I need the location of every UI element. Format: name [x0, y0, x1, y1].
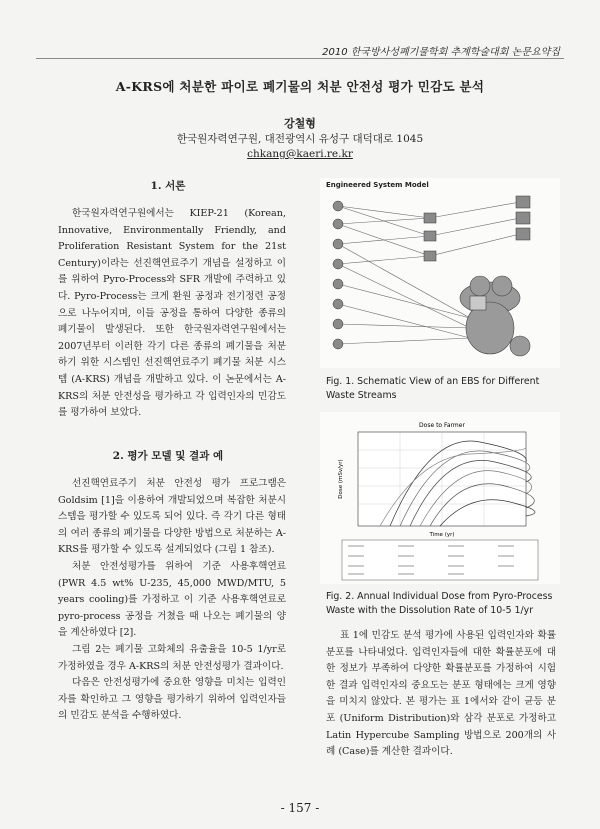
right-body — [326, 628, 556, 761]
fig2-chart-title: Dose to Farmer — [419, 422, 465, 429]
figure-2-chart — [320, 412, 560, 584]
author-email[interactable]: chkang@kaeri.re.kr — [247, 148, 353, 160]
fig2-xlabel: Time (yr) — [429, 532, 455, 538]
figure-1-schematic — [320, 178, 560, 368]
running-header: 2010 한국방사성폐기물학회 추계학술대회 논문요약집 — [322, 47, 560, 58]
intro-paragraph: 한국원자력연구원에서는 KIEP-21 (Korean, Innovative, Environmentally Friendly, and Proliferation Resistant System for the 21st Century)이라는 선진핵연료주기 개념을 설정하고 이를 위하여 Pyro-Process와 SFR 개발에 주력하고 있다. Pyro-Process는 크게 환원 공정과 전기정련 공정으로 나누어지며, 이들 공정을 통하여 다양한 종류의 폐기물이 발생된다. 또한 한국원자력연구원에서는 2007년부터 이러한 각기 다른 종류의 폐기물을 처분하기 위한 시스템인 선진핵연료주기 폐기물 처분 시스템 (A-KRS) 개념을 개발하고 있다. 이 논문에서는 A-KRS의 처분 안전성을 평가하고 각 입력인자의 민감도를 평가하여 보았다. — [58, 208, 286, 419]
model-paragraph-3: 그림 2는 폐기물 고화체의 유출율을 10-5 1/yr로 가정하였을 경우 A-KRS의 처분 안전성평가 결과이다. — [58, 643, 286, 672]
section-heading-model: 2. 평가 모델 및 결과 예 — [112, 450, 224, 462]
fig2-ylabel: Dose (mSv/yr) — [338, 459, 344, 499]
figure-1-caption: Fig. 1. Schematic View of an EBS for Different Waste Streams — [326, 376, 540, 401]
model-body — [58, 476, 286, 725]
intro-body — [58, 206, 286, 422]
model-paragraph-4: 다음은 안전성평가에 중요한 영향을 미치는 입력인자를 확인하고 그 영향을 평가하기 위하여 입력인자들의 민감도 분석을 수행하였다. — [58, 677, 286, 722]
section-heading-intro: 1. 서론 — [150, 180, 186, 192]
page-number: - 157 - — [280, 801, 320, 815]
affiliation: 한국원자력연구원, 대전광역시 유성구 대덕대로 1045 — [176, 133, 424, 145]
fig1-panel-title: Engineered System Model — [326, 181, 429, 189]
model-paragraph-1: 선진핵연료주기 처분 안전성 평가 프로그램은 Goldsim [1]을 이용하여 개발되었으며 복잡한 처분시스템을 평가할 수 있도록 되어 있다. 즉 각기 다른 형태의 여러 종류의 폐기물을 다양한 방법으로 처분하는 A-KRS를 평가할 수 있도록 설계되었다 (그림 1 참조). — [58, 478, 286, 556]
header-rule — [36, 58, 564, 59]
figure-2-caption: Fig. 2. Annual Individual Dose from Pyro-Process Waste with the Dissolution Rate of 10-5 1/yr — [326, 591, 553, 616]
author-name: 강철형 — [284, 117, 316, 130]
paper-title: A-KRS에 처분한 파이로 폐기물의 처분 안전성 평가 민감도 분석 — [115, 79, 485, 94]
right-paragraph-1: 표 1에 민감도 분석 평가에 사용된 입력인자와 확률분포를 나타내었다. 입력인자들에 대한 확률분포에 대한 정보가 부족하여 다양한 확률분포를 가정하여 시험한 결과 입력인자의 중요도는 분포 형태에는 크게 영향을 미치지 않았다. 본 평가는 표 1에서와 같이 균등 분포 (Uniform Distribution)와 삼각 분포로 가정하고 Latin Hypercube Sampling 방법으로 200개의 사례 (Case)를 계산한 결과이다. — [326, 630, 556, 758]
model-paragraph-2: 처분 안전성평가를 위하여 기준 사용후핵연료 (PWR 4.5 wt% U-235, 45,000 MWD/MTU, 5 years cooling)를 가정하고 이 기준 사용후핵연료로 pyro-process 공정을 거쳤을 때 나오는 폐기물의 양을 계산하였다 [2]. — [58, 560, 286, 639]
